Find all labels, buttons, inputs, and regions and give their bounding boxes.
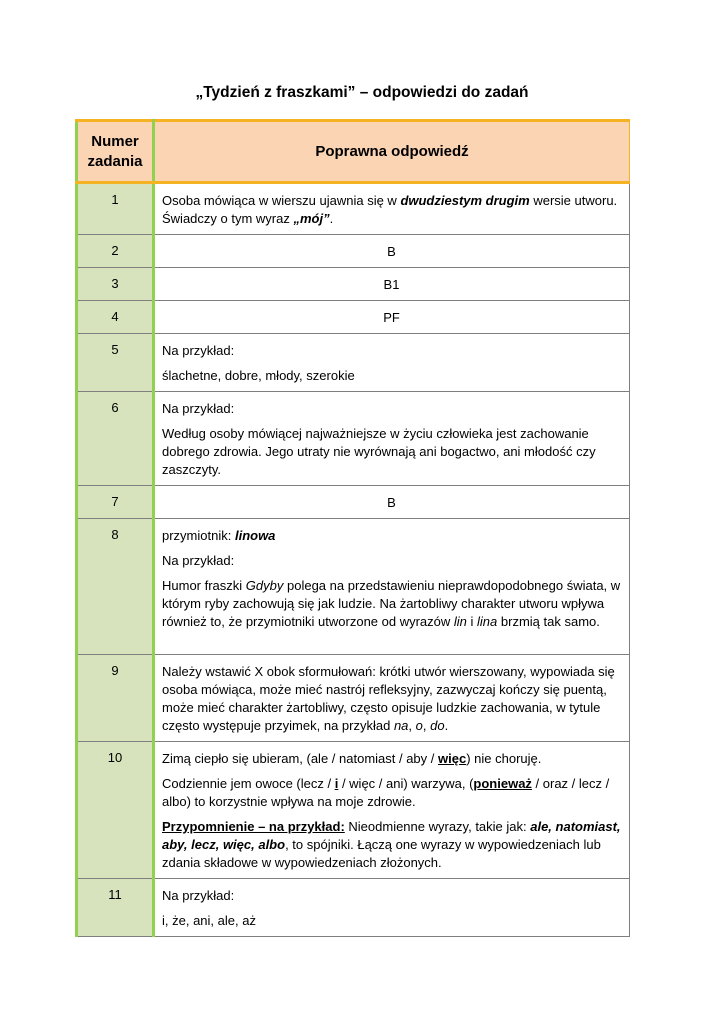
answer-cell: B1	[154, 268, 630, 301]
answer-underlined: ponieważ	[473, 776, 532, 791]
answer-cell: B	[154, 486, 630, 519]
answer-text: Nieodmienne wyrazy, takie jak:	[344, 819, 531, 834]
answer-emphasis: linowa	[234, 528, 276, 543]
answer-text: ,	[408, 718, 416, 733]
answer-text: ) nie choruję.	[466, 751, 542, 766]
table-row	[77, 392, 630, 486]
answer-cell: B	[154, 235, 630, 268]
answer-cell	[154, 655, 630, 742]
table-row	[77, 235, 630, 268]
answer-text: Humor fraszki	[162, 578, 246, 593]
answer-emphasis: dwudziestym drugim	[400, 193, 530, 208]
answer-intro: Na przykład:	[162, 343, 235, 358]
table-row	[77, 742, 630, 879]
answer-reminder	[162, 818, 621, 872]
answer-italic: do	[430, 718, 445, 733]
header-correct-answer: Poprawna odpowiedź	[154, 121, 630, 183]
page-title: „Tydzień z fraszkami” – odpowiedzi do zadań	[195, 84, 529, 101]
answer-text: Według osoby mówiącej najważniejsze w życiu człowieka jest zachowanie dobrego zdrowia. Jego utraty nie wyrównają ani bogactwo, ani młodość czy zaszczyty.	[162, 426, 596, 477]
table-row	[77, 519, 630, 655]
answer-text: Osoba mówiąca w wierszu ujawnia się w	[162, 193, 401, 208]
table-row	[77, 268, 630, 301]
answer-text: wersie utworu. Świadczy o tym wyraz	[162, 193, 618, 226]
task-number: 1	[77, 183, 154, 235]
task-number: 10	[77, 742, 154, 879]
table-row	[77, 301, 630, 334]
task-number: 6	[77, 392, 154, 486]
answer-paragraph	[162, 577, 621, 631]
task-number: 8	[77, 519, 154, 655]
answer-emphasis: ale, natomiast, aby, lecz, więc, albo	[162, 819, 621, 852]
answer-text: , to spójniki. Łączą one wyrazy w wypowiedzeniach lub zdania składowe w wypowiedzeniach złożonych.	[162, 837, 601, 870]
answer-emphasis: „mój”	[293, 211, 330, 226]
answer-italic: o	[415, 718, 423, 733]
answer-cell	[154, 334, 630, 392]
answer-text: / oraz / lecz / albo) to korzystnie wpływa na moje zdrowie.	[162, 776, 610, 809]
answer-text: brzmią tak samo.	[497, 614, 600, 629]
task-number: 5	[77, 334, 154, 392]
reminder-label: Przypomnienie – na przykład:	[162, 819, 345, 834]
answer-adjective-line	[162, 527, 621, 545]
answer-cell	[154, 519, 630, 655]
task-number: 3	[77, 268, 154, 301]
answer-italic: lin	[453, 614, 467, 629]
answer-text: .	[329, 211, 334, 226]
answer-text: Należy wstawić X obok sformułowań: krótki utwór wierszowany, wypowiada się osoba mówiąca, może mieć nastrój refleksyjny, zazwyczaj kończy się puentą, może mieć charakter żartobliwy, często opisuje ludzkie zachowania, w tytule często występuje przyimek, na przykład	[162, 664, 615, 733]
table-row	[77, 655, 630, 742]
answer-text: i	[466, 614, 478, 629]
answer-text: ,	[422, 718, 431, 733]
task-number: 11	[77, 879, 154, 937]
table-row	[77, 486, 630, 519]
answer-text: polega na przedstawieniu nieprawdopodobnego świata, w którym ryby zachowują się jak ludzie. Na żartobliwy charakter utworu wpływa również to, że przymiotniki utworzone od wyrazów	[162, 578, 621, 629]
answer-intro: Na przykład:	[162, 888, 235, 903]
answer-intro: Na przykład:	[162, 553, 235, 568]
header-task-number: Numer zadania	[77, 121, 154, 183]
answer-italic: na	[393, 718, 409, 733]
answer-text: Zimą ciepło się ubieram, (ale / natomiast / aby /	[162, 751, 439, 766]
answer-text: i, że, ani, ale, aż	[162, 913, 256, 928]
answer-cell	[154, 392, 630, 486]
answer-cell	[154, 183, 630, 235]
answer-text: ślachetne, dobre, młody, szerokie	[162, 368, 355, 383]
answer-cell: PF	[154, 301, 630, 334]
answer-text: .	[444, 718, 449, 733]
table-row	[77, 879, 630, 937]
task-number: 2	[77, 235, 154, 268]
table-row	[77, 183, 630, 235]
answer-sentence-2	[162, 775, 621, 811]
answer-text: / więc / ani) warzywa, (	[338, 776, 474, 791]
answer-italic: Gdyby	[245, 578, 284, 593]
table-header-row	[77, 121, 630, 183]
answer-cell	[154, 879, 630, 937]
answers-table	[75, 119, 630, 937]
task-number: 4	[77, 301, 154, 334]
answer-underlined: więc	[438, 751, 467, 766]
answer-underlined: i	[334, 776, 339, 791]
answer-text: przymiotnik:	[162, 528, 235, 543]
answer-cell	[154, 742, 630, 879]
answer-italic: lina	[477, 614, 498, 629]
answer-intro: Na przykład:	[162, 401, 235, 416]
answer-text: Codziennie jem owoce (lecz /	[162, 776, 335, 791]
task-number: 9	[77, 655, 154, 742]
answer-sentence-1	[162, 750, 621, 768]
table-row	[77, 334, 630, 392]
task-number: 7	[77, 486, 154, 519]
